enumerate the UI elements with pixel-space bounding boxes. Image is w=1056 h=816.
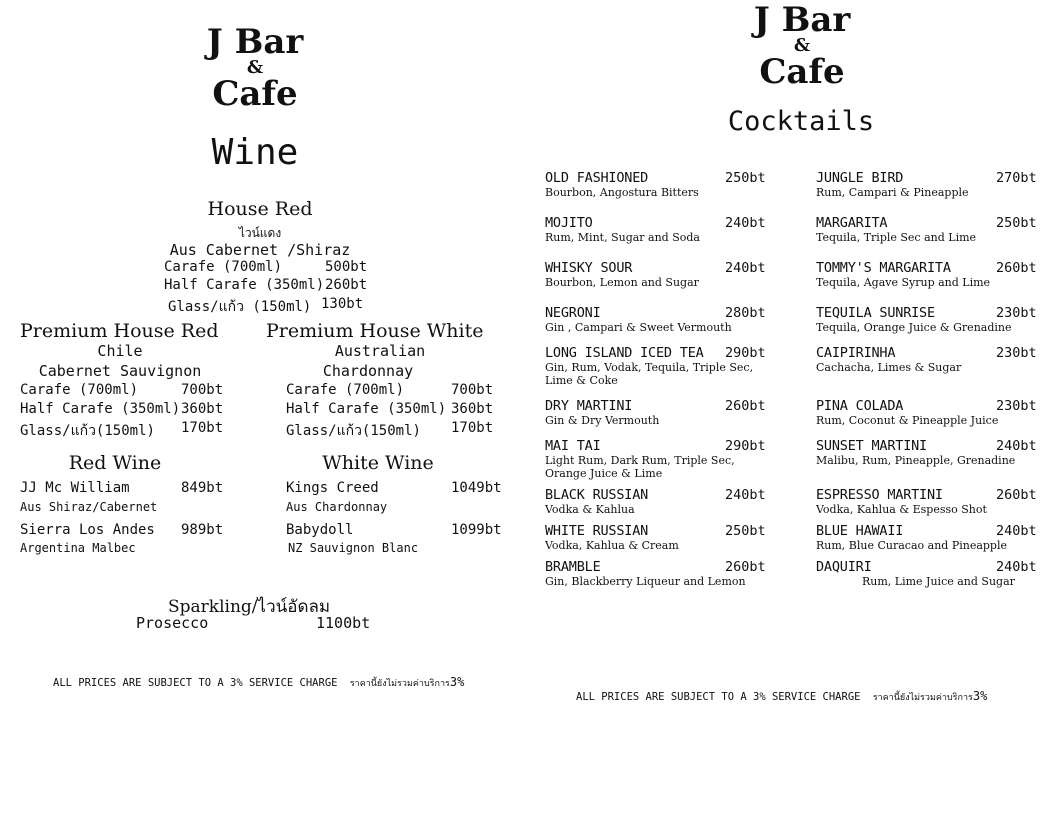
sparkling-price: 1100bt [316, 614, 371, 632]
house-red-thai: ไวน์แดง [238, 226, 282, 240]
red-wine-heading: Red Wine [68, 452, 162, 474]
logo-line2: Cafe [212, 74, 298, 114]
cocktail-price: 250bt [996, 215, 1037, 231]
white-wine-price: 1049bt [451, 480, 502, 496]
cocktail-name: DAQUIRI [816, 559, 872, 575]
cocktail-desc: Gin , Campari & Sweet Vermouth [545, 321, 732, 334]
premium-red-price: 360bt [181, 401, 224, 417]
footer-th: ราคานี้ยังไม่รวมค่าบริการ [872, 693, 973, 703]
cocktail-price: 290bt [725, 438, 766, 454]
red-wine-desc: Argentina Malbec [20, 541, 136, 555]
cocktail-price: 240bt [996, 438, 1037, 454]
cocktail-desc: Tequila, Triple Sec and Lime [816, 231, 977, 244]
cocktail-desc: Rum, Mint, Sugar and Soda [545, 231, 700, 244]
white-wine-name: Babydoll [286, 522, 354, 538]
premium-red-variety: Cabernet Sauvignon [38, 362, 202, 380]
cocktail-price: 250bt [725, 523, 766, 539]
cocktail-desc: Light Rum, Dark Rum, Triple Sec, Orange Juice & Lime [545, 454, 735, 480]
cocktail-price: 240bt [725, 215, 766, 231]
red-wine-name: Sierra Los Andes [20, 522, 155, 538]
cocktail-name: OLD FASHIONED [545, 170, 649, 186]
cocktail-name: CAIPIRINHA [816, 345, 896, 361]
house-red-label: Carafe (700ml) [164, 259, 283, 275]
cocktail-price: 250bt [725, 170, 766, 186]
house-red-label: Half Carafe (350ml) [164, 277, 325, 293]
cocktail-name: LONG ISLAND ICED TEA [545, 345, 704, 361]
house-red-price: 500bt [325, 259, 368, 275]
cocktail-desc: Bourbon, Lemon and Sugar [545, 276, 699, 289]
premium-red-price: 700bt [181, 382, 224, 398]
cocktail-name: SUNSET MARTINI [816, 438, 927, 454]
cocktail-desc: Tequila, Orange Juice & Grenadine [816, 321, 1012, 334]
cocktail-price: 260bt [725, 559, 766, 575]
red-wine-name: JJ Mc William [20, 480, 130, 496]
house-red-label: Glass/แก้ว (150ml) [168, 299, 312, 315]
premium-white-price: 700bt [451, 382, 494, 398]
premium-white-price: 360bt [451, 401, 494, 417]
house-red-heading: House Red [207, 198, 313, 220]
cocktail-desc: Rum, Coconut & Pineapple Juice [816, 414, 999, 427]
logo-amp: & [793, 35, 811, 56]
cocktail-name: WHISKY SOUR [545, 260, 633, 276]
cocktail-name: JUNGLE BIRD [816, 170, 904, 186]
logo-line2: Cafe [759, 52, 845, 92]
premium-white-variety: Chardonnay [322, 362, 414, 380]
sparkling-name: Prosecco [136, 614, 209, 632]
cocktail-desc: Gin, Rum, Vodak, Tequila, Triple Sec, Lime & Coke [545, 361, 754, 387]
premium-white-label: Glass/แก้ว(150ml) [286, 423, 421, 439]
cocktail-price: 230bt [996, 398, 1037, 414]
cocktail-price: 240bt [725, 487, 766, 503]
logo-line1: J Bar [753, 0, 851, 40]
cocktail-price: 260bt [725, 398, 766, 414]
cocktail-desc: Gin, Blackberry Liqueur and Lemon [545, 575, 746, 588]
cocktail-price: 230bt [996, 305, 1037, 321]
white-wine-desc: Aus Chardonnay [286, 500, 388, 514]
footer-pct: 3% [972, 689, 988, 703]
cocktail-price: 270bt [996, 170, 1037, 186]
premium-red-label: Half Carafe (350ml) [20, 401, 181, 417]
red-wine-price: 849bt [181, 480, 224, 496]
cocktail-price: 290bt [725, 345, 766, 361]
cocktail-desc: Vodka, Kahlua & Cream [545, 539, 679, 552]
premium-red-label: Glass/แก้ว(150ml) [20, 423, 155, 439]
premium-red-label: Carafe (700ml) [20, 382, 139, 398]
premium-white-label: Carafe (700ml) [286, 382, 405, 398]
cocktail-name: WHITE RUSSIAN [545, 523, 649, 539]
house-red-price: 260bt [325, 277, 368, 293]
cocktail-name: DRY MARTINI [545, 398, 633, 414]
cocktail-name: TOMMY'S MARGARITA [816, 260, 951, 276]
wine-title: Wine [211, 132, 299, 173]
cocktail-name: MOJITO [545, 215, 593, 231]
premium-white-heading: Premium House White [266, 320, 484, 342]
cocktail-desc: Vodka & Kahlua [545, 503, 635, 516]
cocktail-name: BLACK RUSSIAN [545, 487, 649, 503]
red-wine-desc: Aus Shiraz/Cabernet [20, 500, 158, 514]
cocktail-desc: Cachacha, Limes & Sugar [816, 361, 962, 374]
premium-red-origin: Chile [97, 342, 143, 360]
cocktail-price: 240bt [725, 260, 766, 276]
white-wine-name: Kings Creed [286, 480, 379, 496]
house-red-price: 130bt [321, 296, 364, 312]
cocktail-desc: Rum, Blue Curacao and Pineapple [816, 539, 1008, 552]
wine-footer [53, 675, 464, 690]
cocktail-desc: Malibu, Rum, Pineapple, Grenadine [816, 454, 1016, 467]
cocktail-logo [737, 2, 867, 90]
white-wine-price: 1099bt [451, 522, 502, 538]
cocktail-name: BLUE HAWAII [816, 523, 904, 539]
premium-red-heading: Premium House Red [20, 320, 219, 342]
cocktail-price: 230bt [996, 345, 1037, 361]
premium-white-origin: Australian [334, 342, 426, 360]
cocktail-price: 260bt [996, 260, 1037, 276]
cocktail-desc: Bourbon, Angostura Bitters [545, 186, 699, 199]
sparkling-heading: Sparkling/ไวน์อัดลม [168, 597, 331, 617]
footer-pct: 3% [449, 675, 465, 689]
logo-amp: & [246, 57, 264, 78]
white-wine-desc: NZ Sauvignon Blanc [288, 541, 419, 555]
premium-red-price: 170bt [181, 420, 224, 436]
cocktail-desc: Rum, Lime Juice and Sugar [862, 575, 1015, 588]
cocktail-name: ESPRESSO MARTINI [816, 487, 943, 503]
wine-logo [190, 24, 320, 112]
cocktail-desc: Gin & Dry Vermouth [545, 414, 660, 427]
red-wine-price: 989bt [181, 522, 224, 538]
footer-en: ALL PRICES ARE SUBJECT TO A 3% SERVICE CHARGE [53, 677, 338, 689]
cocktail-desc: Rum, Campari & Pineapple [816, 186, 969, 199]
cocktail-name: PINA COLADA [816, 398, 904, 414]
footer-th: ราคานี้ยังไม่รวมค่าบริการ [349, 679, 450, 689]
cocktail-price: 240bt [996, 559, 1037, 575]
cocktail-name: MAI TAI [545, 438, 601, 454]
cocktail-desc: Tequila, Agave Syrup and Lime [816, 276, 991, 289]
cocktail-name: TEQUILA SUNRISE [816, 305, 935, 321]
cocktail-name: BRAMBLE [545, 559, 601, 575]
cocktail-price: 240bt [996, 523, 1037, 539]
logo-line1: J Bar [206, 22, 304, 62]
footer-en: ALL PRICES ARE SUBJECT TO A 3% SERVICE CHARGE [576, 691, 861, 703]
cocktail-name: MARGARITA [816, 215, 888, 231]
white-wine-heading: White Wine [322, 452, 434, 474]
premium-white-label: Half Carafe (350ml) [286, 401, 447, 417]
cocktail-name: NEGRONI [545, 305, 601, 321]
premium-white-price: 170bt [451, 420, 494, 436]
cocktail-footer [576, 689, 987, 704]
cocktail-price: 260bt [996, 487, 1037, 503]
cocktail-desc: Vodka, Kahlua & Espesso Shot [816, 503, 987, 516]
cocktail-price: 280bt [725, 305, 766, 321]
house-red-variety: Aus Cabernet /Shiraz [169, 241, 351, 259]
cocktail-title: Cocktails [727, 106, 875, 137]
